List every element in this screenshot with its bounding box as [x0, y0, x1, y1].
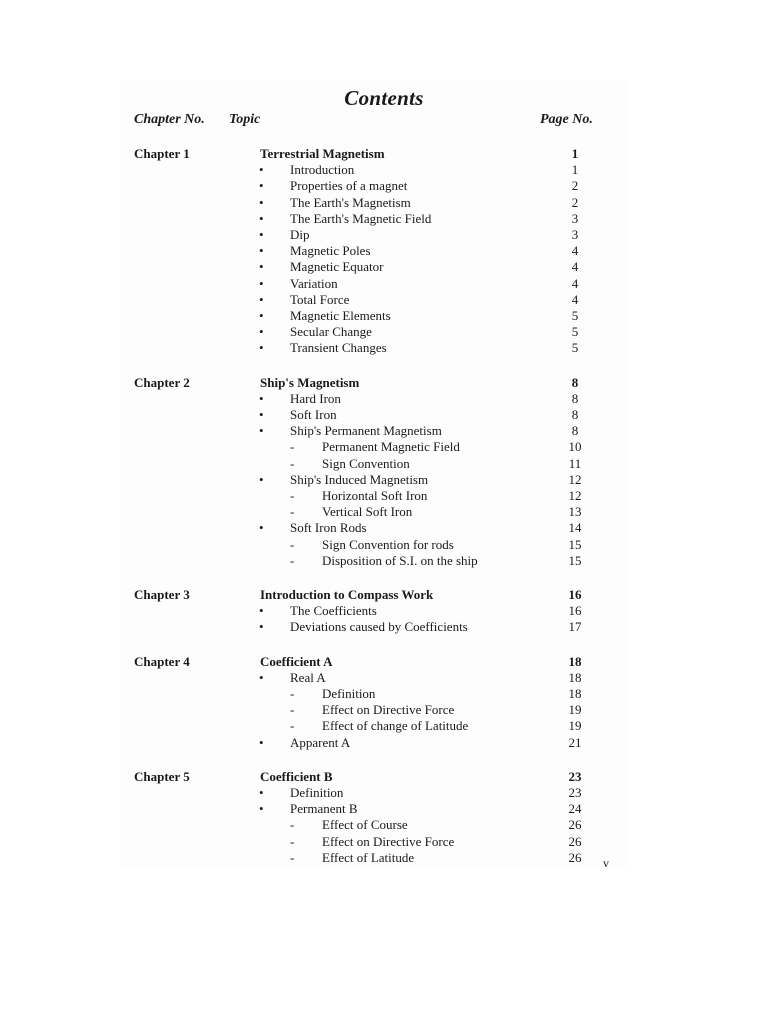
bullet-marker: •: [259, 195, 264, 210]
page-number: 2: [571, 178, 579, 193]
column-header-chapter: Chapter No.: [134, 112, 205, 127]
page-number: 21: [568, 735, 582, 750]
toc-entry-row: [0, 276, 768, 292]
page-number: 5: [571, 324, 579, 339]
dash-marker: -: [290, 439, 295, 454]
page-number: 11: [568, 456, 582, 471]
toc-entry-row: [0, 603, 768, 619]
topic-text: Introduction: [290, 162, 355, 177]
topic-text: Magnetic Elements: [290, 308, 391, 323]
toc-entry-row: [0, 423, 768, 439]
topic-text: Effect on Directive Force: [322, 834, 455, 849]
topic-text: Total Force: [290, 292, 350, 307]
topic-text: Magnetic Poles: [290, 243, 371, 258]
toc-entry-row: [0, 178, 768, 194]
bullet-marker: •: [259, 162, 264, 177]
chapter-row: [0, 146, 768, 162]
toc-entry-row: [0, 718, 768, 734]
page-number: 3: [571, 211, 579, 226]
page-number: 3: [571, 227, 579, 242]
topic-text: Soft Iron Rods: [290, 520, 367, 535]
page-number: 12: [568, 472, 582, 487]
topic-text: Transient Changes: [290, 340, 387, 355]
topic-text: Effect of Latitude: [322, 850, 415, 865]
dash-marker: -: [290, 488, 295, 503]
topic-text: Ship's Induced Magnetism: [290, 472, 429, 487]
page-number: 4: [571, 243, 579, 258]
toc-entry-row: [0, 834, 768, 850]
bullet-marker: •: [259, 785, 264, 800]
bullet-marker: •: [259, 423, 264, 438]
toc-entry-row: [0, 456, 768, 472]
topic-text: Variation: [290, 276, 338, 291]
page-number: 17: [568, 619, 582, 634]
bullet-marker: •: [259, 472, 264, 487]
toc-entry-row: [0, 553, 768, 569]
chapter-row: [0, 587, 768, 603]
bullet-marker: •: [259, 670, 264, 685]
topic-text: Properties of a magnet: [290, 178, 408, 193]
dash-marker: -: [290, 456, 295, 471]
toc-entry-row: [0, 308, 768, 324]
toc-entry-row: [0, 292, 768, 308]
contents-title: Contents: [344, 86, 424, 110]
bullet-marker: •: [259, 259, 264, 274]
page-number: 8: [571, 375, 579, 390]
page-number: 8: [571, 391, 579, 406]
toc-entry-row: [0, 162, 768, 178]
bullet-marker: •: [259, 178, 264, 193]
toc-entry-row: [0, 801, 768, 817]
topic-text: The Coefficients: [290, 603, 377, 618]
page-number: 18: [568, 686, 582, 701]
bullet-marker: •: [259, 603, 264, 618]
chapter-label: Chapter 3: [134, 587, 190, 602]
page-number: 15: [568, 553, 582, 568]
topic-text: Soft Iron: [290, 407, 337, 422]
chapter-title: Ship's Magnetism: [260, 375, 360, 390]
dash-marker: -: [290, 850, 295, 865]
toc-entry-row: [0, 619, 768, 635]
page-number: 8: [571, 423, 579, 438]
page-number: 18: [568, 670, 582, 685]
bullet-marker: •: [259, 243, 264, 258]
chapter-label: Chapter 4: [134, 654, 190, 669]
chapter-row: [0, 654, 768, 670]
bullet-marker: •: [259, 227, 264, 242]
topic-text: Ship's Permanent Magnetism: [290, 423, 442, 438]
topic-text: Definition: [322, 686, 376, 701]
toc-entry-row: [0, 785, 768, 801]
topic-text: Dip: [290, 227, 310, 242]
dash-marker: -: [290, 702, 295, 717]
bullet-marker: •: [259, 324, 264, 339]
topic-text: Disposition of S.I. on the ship: [322, 553, 478, 568]
toc-entry-row: [0, 227, 768, 243]
page-number: 5: [571, 308, 579, 323]
page-number: 4: [571, 276, 579, 291]
page-number: 19: [568, 702, 582, 717]
bullet-marker: •: [259, 292, 264, 307]
bullet-marker: •: [259, 308, 264, 323]
toc-entry-row: [0, 391, 768, 407]
topic-text: Horizontal Soft Iron: [322, 488, 428, 503]
chapter-row: [0, 375, 768, 391]
topic-text: Definition: [290, 785, 344, 800]
page-number: 19: [568, 718, 582, 733]
toc-entry-row: [0, 211, 768, 227]
topic-text: Apparent A: [290, 735, 351, 750]
topic-text: Effect of Course: [322, 817, 408, 832]
chapter-title: Introduction to Compass Work: [260, 587, 434, 602]
toc-entry-row: [0, 702, 768, 718]
topic-text: Hard Iron: [290, 391, 341, 406]
dash-marker: -: [290, 686, 295, 701]
toc-entry-row: [0, 488, 768, 504]
page-number: 10: [568, 439, 582, 454]
dash-marker: -: [290, 718, 295, 733]
column-header-topic: Topic: [229, 112, 261, 127]
topic-text: Permanent B: [290, 801, 358, 816]
toc-entry-row: [0, 407, 768, 423]
toc-entry-row: [0, 504, 768, 520]
topic-text: Effect on Directive Force: [322, 702, 455, 717]
chapter-title: Terrestrial Magnetism: [260, 146, 385, 161]
toc-entry-row: [0, 537, 768, 553]
page-number: 16: [568, 587, 582, 602]
dash-marker: -: [290, 817, 295, 832]
toc-entry-row: [0, 850, 768, 866]
page-number: 26: [568, 834, 582, 849]
page-number: 5: [571, 340, 579, 355]
chapter-row: [0, 769, 768, 785]
toc-entry-row: [0, 472, 768, 488]
bullet-marker: •: [259, 801, 264, 816]
chapter-title: Coefficient A: [260, 654, 333, 669]
topic-text: Real A: [290, 670, 326, 685]
page-number: 12: [568, 488, 582, 503]
page-number: 24: [568, 801, 582, 816]
toc-entry-row: [0, 520, 768, 536]
topic-text: Secular Change: [290, 324, 372, 339]
page-number: 18: [568, 654, 582, 669]
page-number-footer: v: [603, 856, 609, 870]
page-number: 13: [568, 504, 582, 519]
page-number: 23: [568, 769, 582, 784]
bullet-marker: •: [259, 276, 264, 291]
page-number: 14: [568, 520, 582, 535]
page-number: 1: [571, 146, 579, 161]
toc-entry-row: [0, 817, 768, 833]
chapter-label: Chapter 2: [134, 375, 190, 390]
toc-entry-row: [0, 324, 768, 340]
page-number: 8: [571, 407, 579, 422]
bullet-marker: •: [259, 391, 264, 406]
page-number: 23: [568, 785, 582, 800]
bullet-marker: •: [259, 211, 264, 226]
bullet-marker: •: [259, 520, 264, 535]
page-number: 2: [571, 195, 579, 210]
dash-marker: -: [290, 553, 295, 568]
bullet-marker: •: [259, 619, 264, 634]
page-number: 4: [571, 292, 579, 307]
topic-text: Sign Convention: [322, 456, 410, 471]
toc-entry-row: [0, 686, 768, 702]
toc-entry-row: [0, 439, 768, 455]
dash-marker: -: [290, 537, 295, 552]
topic-text: The Earth's Magnetic Field: [290, 211, 432, 226]
dash-marker: -: [290, 834, 295, 849]
column-header-page: Page No.: [540, 112, 593, 127]
topic-text: Permanent Magnetic Field: [322, 439, 460, 454]
toc-entry-row: [0, 340, 768, 356]
chapter-label: Chapter 1: [134, 146, 190, 161]
bullet-marker: •: [259, 735, 264, 750]
toc-entry-row: [0, 243, 768, 259]
page-number: 26: [568, 850, 582, 865]
topic-text: Vertical Soft Iron: [322, 504, 413, 519]
dash-marker: -: [290, 504, 295, 519]
chapter-label: Chapter 5: [134, 769, 190, 784]
topic-text: Magnetic Equator: [290, 259, 384, 274]
topic-text: Deviations caused by Coefficients: [290, 619, 468, 634]
toc-entry-row: [0, 670, 768, 686]
page-number: 15: [568, 537, 582, 552]
page-number: 1: [571, 162, 579, 177]
page-number: 4: [571, 259, 579, 274]
topic-text: Effect of change of Latitude: [322, 718, 469, 733]
topic-text: The Earth's Magnetism: [290, 195, 411, 210]
topic-text: Sign Convention for rods: [322, 537, 454, 552]
toc-entry-row: [0, 195, 768, 211]
chapter-title: Coefficient B: [260, 769, 333, 784]
toc-entry-row: [0, 259, 768, 275]
bullet-marker: •: [259, 340, 264, 355]
page-number: 16: [568, 603, 582, 618]
bullet-marker: •: [259, 407, 264, 422]
toc-entry-row: [0, 735, 768, 751]
page-number: 26: [568, 817, 582, 832]
